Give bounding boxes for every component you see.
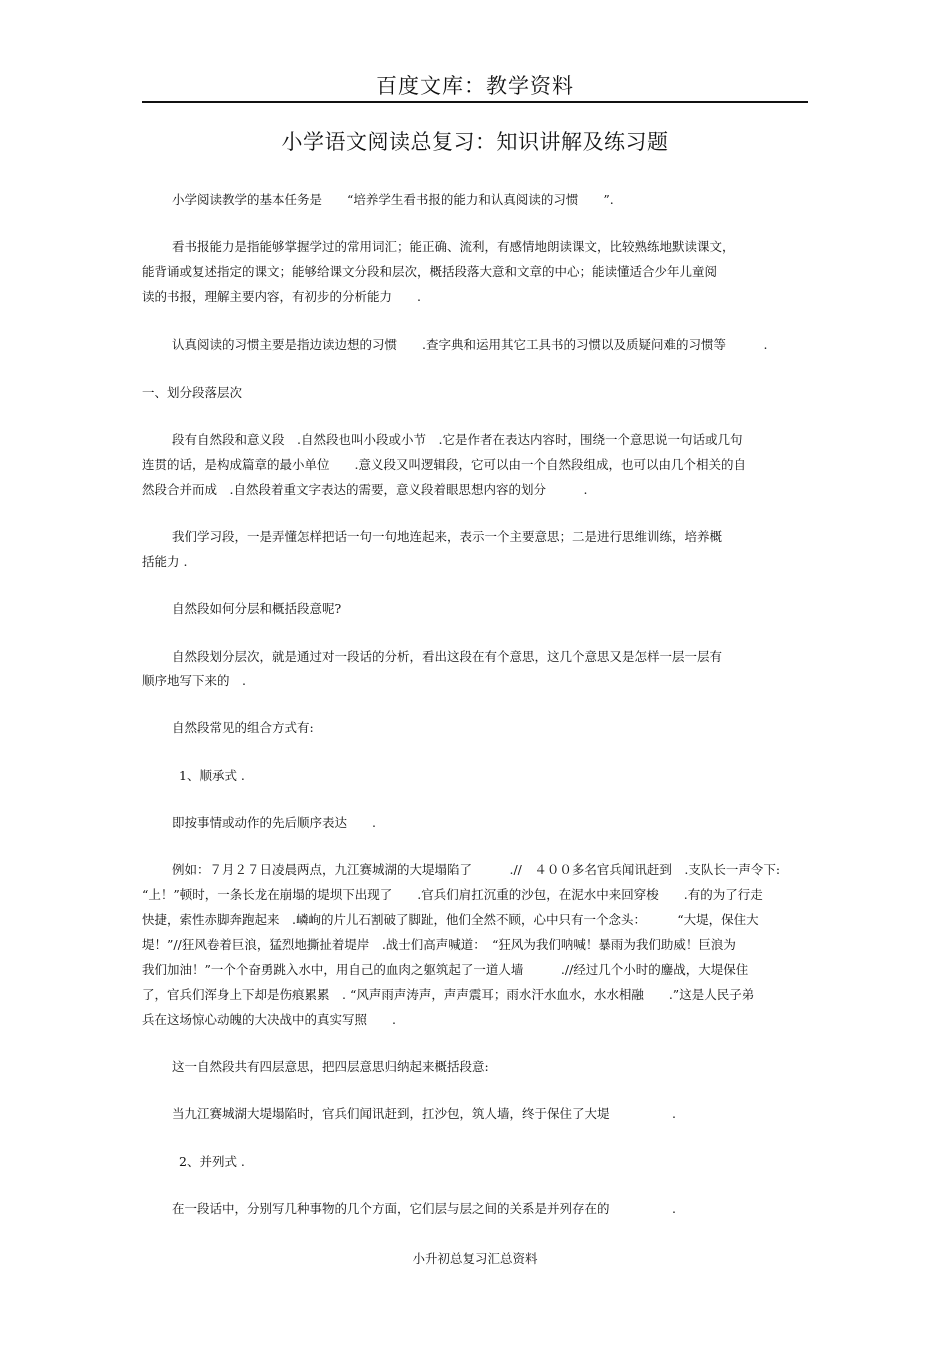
subsection-heading: 1、顺承式 .: [179, 768, 245, 783]
paragraph-line: 自然段如何分层和概括段意呢?: [172, 601, 342, 616]
subsection-heading: 2、并列式 .: [179, 1154, 245, 1169]
paragraph-line: 了，官兵们浑身上下却是伤痕累累 . “风声雨声涛声，声声震耳；雨水汗水血水，水水相融 .”这是人民子弟: [142, 987, 755, 1002]
paragraph-line: 在一段话中，分别写几种事物的几个方面，它们层与层之间的关系是并列存在的 .: [172, 1201, 676, 1216]
header-divider: [142, 101, 808, 103]
paragraph-line: 小学阅读教学的基本任务是 “培养学生看书报的能力和认真阅读的习惯 ”.: [172, 192, 614, 207]
paragraph-line: 堤！”//狂风卷着巨浪，猛烈地撕扯着堤岸 .战士们高声喊道： “狂风为我们呐喊！暴雨为我们助威！巨浪为: [142, 937, 736, 952]
paragraph-line: 段有自然段和意义段 .自然段也叫小段或小节 .它是作者在表达内容时，围绕一个意思说一句话或几句: [172, 432, 743, 447]
paragraph-line: “上！”顿时，一条长龙在崩塌的堤坝下出现了 .官兵们肩扛沉重的沙包，在泥水中来回穿梭 .有的为了行走: [142, 887, 763, 902]
paragraph-line: 然段合并而成 .自然段着重文字表达的需要，意义段着眼思想内容的划分 .: [142, 482, 588, 497]
paragraph-line: 自然段常见的组合方式有:: [172, 720, 314, 735]
paragraph-line: 例如：７月２７日凌晨两点，九江赛城湖的大堤塌陷了 .// ４００多名官兵闻讯赶到 .支队长一声令下:: [172, 862, 781, 877]
paragraph-line: 我们加油！”一个个奋勇跳入水中，用自己的血肉之躯筑起了一道人墙 .//经过几个小时的鏖战，大堤保住: [142, 962, 749, 977]
paragraph-line: 顺序地写下来的 .: [142, 673, 246, 688]
page-footer: 小升初总复习汇总资料: [412, 1251, 538, 1266]
paragraph-line: 当九江赛城湖大堤塌陷时，官兵们闻讯赶到，扛沙包，筑人墙，终于保住了大堤 .: [172, 1106, 676, 1121]
section-heading: 一、划分段落层次: [142, 385, 243, 400]
document-title: 小学语文阅读总复习：知识讲解及练习题: [281, 130, 669, 154]
paragraph-line: 能背诵或复述指定的课文；能够给课文分段和层次，概括段落大意和文章的中心；能读懂适合少年儿童阅: [142, 264, 718, 279]
paragraph-line: 看书报能力是指能够掌握学过的常用词汇；能正确、流利，有感情地朗读课文，比较熟练地默读课文，: [172, 239, 735, 254]
paragraph-line: 即按事情或动作的先后顺序表达 .: [172, 815, 376, 830]
paragraph-line: 连贯的话，是构成篇章的最小单位 .意义段又叫逻辑段，它可以由一个自然段组成，也可以由几个相关的自: [142, 457, 746, 472]
paragraph-line: 括能力 .: [142, 554, 188, 569]
paragraph-line: 自然段划分层次，就是通过对一段话的分析，看出这段在有个意思，这几个意思又是怎样一层一层有: [172, 649, 723, 664]
paragraph-line: 这一自然段共有四层意思，把四层意思归纳起来概括段意:: [172, 1059, 489, 1074]
paragraph-line: 兵在这场惊心动魄的大决战中的真实写照 .: [142, 1012, 396, 1027]
paragraph-line: 读的书报，理解主要内容，有初步的分析能力 .: [142, 289, 421, 304]
paragraph-line: 认真阅读的习惯主要是指边读边想的习惯 .查字典和运用其它工具书的习惯以及质疑问难的习惯等 .: [172, 337, 768, 352]
paragraph-line: 快捷，索性赤脚奔跑起来 .嶙峋的片儿石割破了脚趾，他们全然不顾，心中只有一个念头： “大堤，保住大: [142, 912, 759, 927]
paragraph-line: 我们学习段，一是弄懂怎样把话一句一句地连起来，表示一个主要意思；二是进行思维训练，培养概: [172, 529, 723, 544]
page-header: 百度文库：教学资料: [376, 74, 574, 98]
